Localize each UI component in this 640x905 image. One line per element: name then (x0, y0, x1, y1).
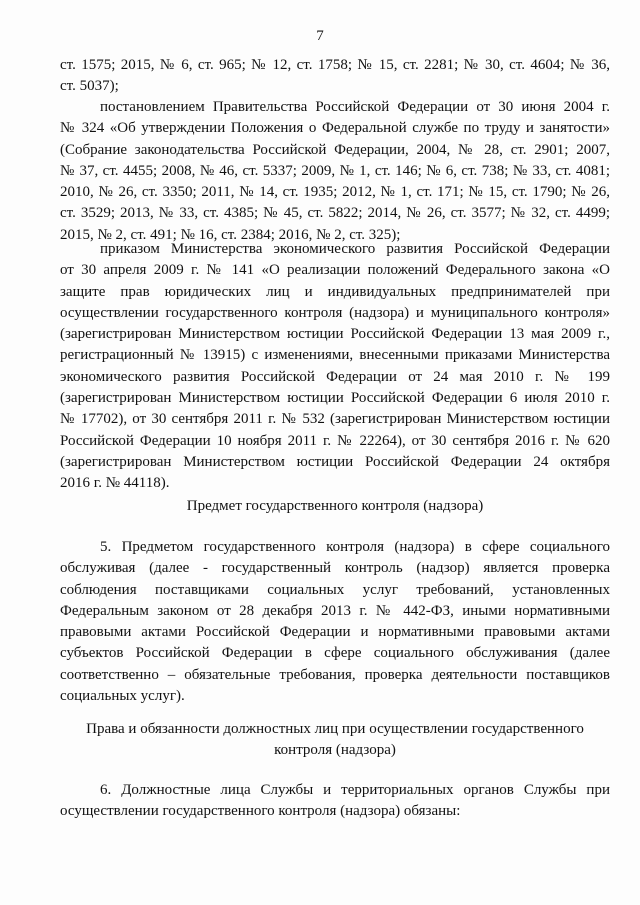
text-line: ст. 1575; 2015, № 6, ст. 965; № 12, ст. 1758; № 15, ст. 2281; № 30, ст. 4604; № 36, (60, 57, 610, 73)
text-line: 2016 г. № 44118). (60, 475, 170, 492)
text-line: 6. Должностные лица Службы и территориальных органов Службы при (100, 782, 610, 798)
text-line: регистрационный № 13915) с изменениями, внесенными приказами Министерства (60, 347, 610, 364)
section-heading-subject: Предмет государственного контроля (надзора) (186, 498, 484, 514)
text-line: осуществлении государственного контроля (надзора) и муниципального контроля» (60, 304, 610, 321)
text-line: № 17702), от 30 сентября 2011 г. № 532 (зарегистрирован Министерством юстиции (60, 411, 610, 428)
text-line: 5. Предметом государственного контроля (надзора) в сфере социального (100, 539, 610, 555)
text-line: приказом Министерства экономического развития Российской Федерации (100, 241, 610, 257)
paragraph-government-decree (60, 97, 610, 246)
text-line: (зарегистрирован Министерством юстиции Российской Федерации 13 мая 2009 г., (60, 326, 610, 343)
text-line: экономического развития Российской Федерации от 24 мая 2010 г. № 199 (60, 368, 610, 385)
text-line: (Собрание законодательства Российской Федерации, 2004, № 28, ст. 2901; 2007, (60, 141, 610, 158)
heading-line: контроля (надзора) (274, 742, 396, 759)
text-line: (зарегистрирован Министерством юстиции Российской Федерации 24 октября (60, 453, 610, 470)
text-line: ст. 3529; 2013, № 33, ст. 4385; № 45, ст. 5822; 2014, № 26, ст. 3577; № 32, ст. 4499; (60, 205, 610, 222)
text-line: (зарегистрирован Министерством юстиции Российской Федерации 6 июля 2010 г. (60, 390, 610, 407)
paragraph-6 (60, 780, 610, 823)
paragraph-continuation (60, 55, 610, 98)
text-line: 2015, № 2, ст. 491; № 16, ст. 2384; 2016, № 2, ст. 325); (60, 226, 401, 243)
text-line: постановлением Правительства Российской Федерации от 30 июня 2004 г. (100, 99, 610, 115)
paragraph-5 (60, 537, 610, 707)
text-line: социальных услуг). (60, 688, 185, 705)
text-line: Федеральным законом от 28 декабря 2013 г. № 442-ФЗ, иными нормативными (60, 602, 610, 619)
section-heading-rights (60, 719, 610, 762)
heading-line: Права и обязанности должностных лиц при осуществлении государственного (86, 721, 584, 737)
page-number: 7 (316, 28, 324, 44)
text-line: № 37, ст. 4455; 2008, № 46, ст. 5337; 2009, № 1, ст. 146; № 6, ст. 738; № 33, ст. 4081; (60, 162, 610, 179)
text-line: осуществлении государственного контроля (надзора) обязаны: (60, 803, 461, 820)
text-line: субъектов Российской Федерации в сфере социального обслуживания (далее (60, 645, 610, 662)
text-line: 2010, № 26, ст. 3350; 2011, № 14, ст. 1935; 2012, № 1, ст. 171; № 15, ст. 1790; № 26, (60, 184, 610, 201)
text-line: от 30 апреля 2009 г. № 141 «О реализации положений Федерального закона «О (60, 262, 610, 279)
text-line: соответственно – обязательные требования, проверка деятельности поставщиков (60, 666, 610, 683)
text-line: обслуживая (далее - государственный контроль (надзор) является проверка (60, 560, 610, 577)
text-line: № 324 «Об утверждении Положения о Федеральной службе по труду и занятости» (60, 120, 610, 137)
paragraph-ministry-order (60, 239, 610, 495)
text-line: Российской Федерации 10 ноября 2011 г. № 22264), от 30 сентября 2016 г. № 620 (60, 432, 610, 449)
text-line: защите прав юридических лиц и индивидуальных предпринимателей при (60, 283, 610, 300)
text-line: ст. 5037); (60, 78, 119, 95)
text-line: соблюдения поставщиками социальных услуг требований, установленных (60, 581, 610, 598)
text-line: правовыми актами Российской Федерации и нормативными правовыми актами (60, 624, 610, 641)
